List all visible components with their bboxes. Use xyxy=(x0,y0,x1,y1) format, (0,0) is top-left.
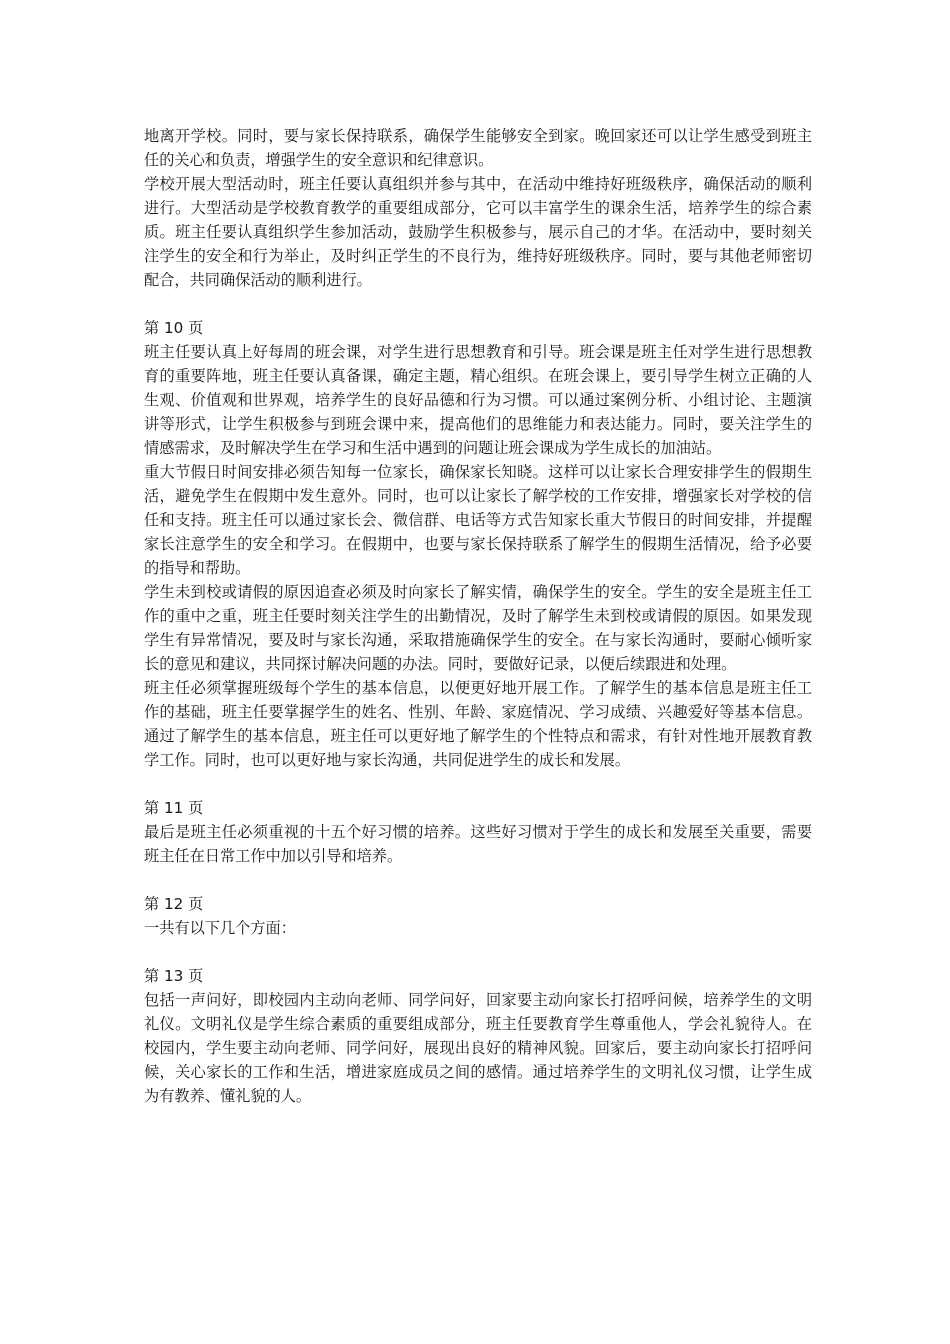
spacer xyxy=(144,868,812,892)
paragraph-fifteen-habits: 最后是班主任必须重视的十五个好习惯的培养。这些好习惯对于学生的成长和发展至关重要，需要班主任在日常工作中加以引导和培养。 xyxy=(144,823,812,865)
paragraph-aspects-intro: 一共有以下几个方面： xyxy=(144,919,296,937)
page-number-12: 第 12 页 xyxy=(144,895,204,913)
paragraph-class-meeting: 班主任要认真上好每周的班会课，对学生进行思想教育和引导。班会课是班主任对学生进行思想教育的重要阵地，班主任要认真备课，确定主题，精心组织。在班会课上，要引导学生树立正确的人生观、价值观和世界观，培养学生的良好品德和行为习惯。可以通过案例分析、小组讨论、主题演讲等形式，让学生积极参与到班会课中来，提高他们的思维能力和表达能力。同时，要关注学生的情感需求，及时解决学生在学习和生活中遇到的问题让班会课成为学生成长的加油站。 xyxy=(144,343,812,457)
page-number-10: 第 10 页 xyxy=(144,319,204,337)
page-number-11: 第 11 页 xyxy=(144,799,204,817)
paragraph-absence-followup: 学生未到校或请假的原因追查必须及时向家长了解实情，确保学生的安全。学生的安全是班主任工作的重中之重，班主任要时刻关注学生的出勤情况，及时了解学生未到校或请假的原因。如果发现学生有异常情况，要及时与家长沟通，采取措施确保学生的安全。在与家长沟通时，要耐心倾听家长的意见和建议，共同探讨解决问题的办法。同时，要做好记录，以便后续跟进和处理。 xyxy=(144,583,812,673)
paragraph-greeting-etiquette: 包括一声问好，即校园内主动向老师、同学问好，回家要主动向家长打招呼问候，培养学生的文明礼仪。文明礼仪是学生综合素质的重要组成部分，班主任要教育学生尊重他人，学会礼貌待人。在校园内，学生要主动向老师、同学问好，展现出良好的精神风貌。回家后，要主动向家长打招呼问候，关心家长的工作和生活，增进家庭成员之间的感情。通过培养学生的文明礼仪习惯，让学生成为有教养、懂礼貌的人。 xyxy=(144,991,812,1105)
paragraph-safety-home: 地离开学校。同时，要与家长保持联系，确保学生能够安全到家。晚回家还可以让学生感受到班主任的关心和负责，增强学生的安全意识和纪律意识。 xyxy=(144,127,812,169)
spacer xyxy=(144,940,812,964)
paragraph-large-activities: 学校开展大型活动时，班主任要认真组织并参与其中，在活动中维持好班级秩序，确保活动的顺利进行。大型活动是学校教育教学的重要组成部分，它可以丰富学生的课余生活，培养学生的综合素质。班主任要认真组织学生参加活动，鼓励学生积极参与，展示自己的才华。在活动中，要时刻关注学生的安全和行为举止，及时纠正学生的不良行为，维持好班级秩序。同时，要与其他老师密切配合，共同确保活动的顺利进行。 xyxy=(144,175,812,289)
spacer xyxy=(144,292,812,316)
spacer xyxy=(144,772,812,796)
paragraph-holiday-notice: 重大节假日时间安排必须告知每一位家长，确保家长知晓。这样可以让家长合理安排学生的假期生活，避免学生在假期中发生意外。同时，也可以让家长了解学校的工作安排，增强家长对学校的信任和支持。班主任可以通过家长会、微信群、电话等方式告知家长重大节假日的时间安排，并提醒家长注意学生的安全和学习。在假期中，也要与家长保持联系了解学生的假期生活情况，给予必要的指导和帮助。 xyxy=(144,463,812,577)
paragraph-student-info: 班主任必须掌握班级每个学生的基本信息，以便更好地开展工作。了解学生的基本信息是班主任工作的基础，班主任要掌握学生的姓名、性别、年龄、家庭情况、学习成绩、兴趣爱好等基本信息。通过了解学生的基本信息，班主任可以更好地了解学生的个性特点和需求，有针对性地开展教育教学工作。同时，也可以更好地与家长沟通，共同促进学生的成长和发展。 xyxy=(144,679,812,769)
document-body xyxy=(144,124,812,1108)
page-number-13: 第 13 页 xyxy=(144,967,204,985)
